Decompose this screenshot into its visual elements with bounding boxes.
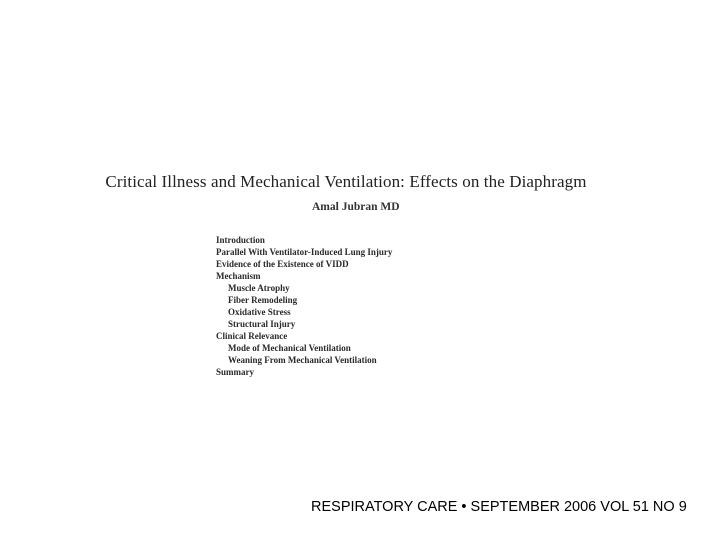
toc-item: Summary xyxy=(216,367,254,377)
journal-citation: RESPIRATORY CARE • SEPTEMBER 2006 VOL 51 NO 9 xyxy=(311,499,687,515)
toc-subitem: Structural Injury xyxy=(228,319,296,329)
toc-subitem: Weaning From Mechanical Ventilation xyxy=(228,355,377,365)
toc-subitem: Mode of Mechanical Ventilation xyxy=(228,343,351,353)
toc-subitem: Fiber Remodeling xyxy=(228,295,298,305)
toc-subitem: Oxidative Stress xyxy=(228,307,291,317)
toc-item: Clinical Relevance xyxy=(216,331,288,341)
article-author: Amal Jubran MD xyxy=(312,201,400,213)
toc-item: Parallel With Ventilator-Induced Lung Injury xyxy=(216,247,393,257)
toc-subitem: Muscle Atrophy xyxy=(228,283,290,293)
article-title xyxy=(0,171,720,193)
table-of-contents xyxy=(216,234,392,378)
toc-item: Introduction xyxy=(216,235,265,245)
article-title-text: Critical Illness and Mechanical Ventilation: Effects on the Diaphragm xyxy=(105,172,587,191)
toc-item: Mechanism xyxy=(216,271,261,281)
toc-item: Evidence of the Existence of VIDD xyxy=(216,259,349,269)
